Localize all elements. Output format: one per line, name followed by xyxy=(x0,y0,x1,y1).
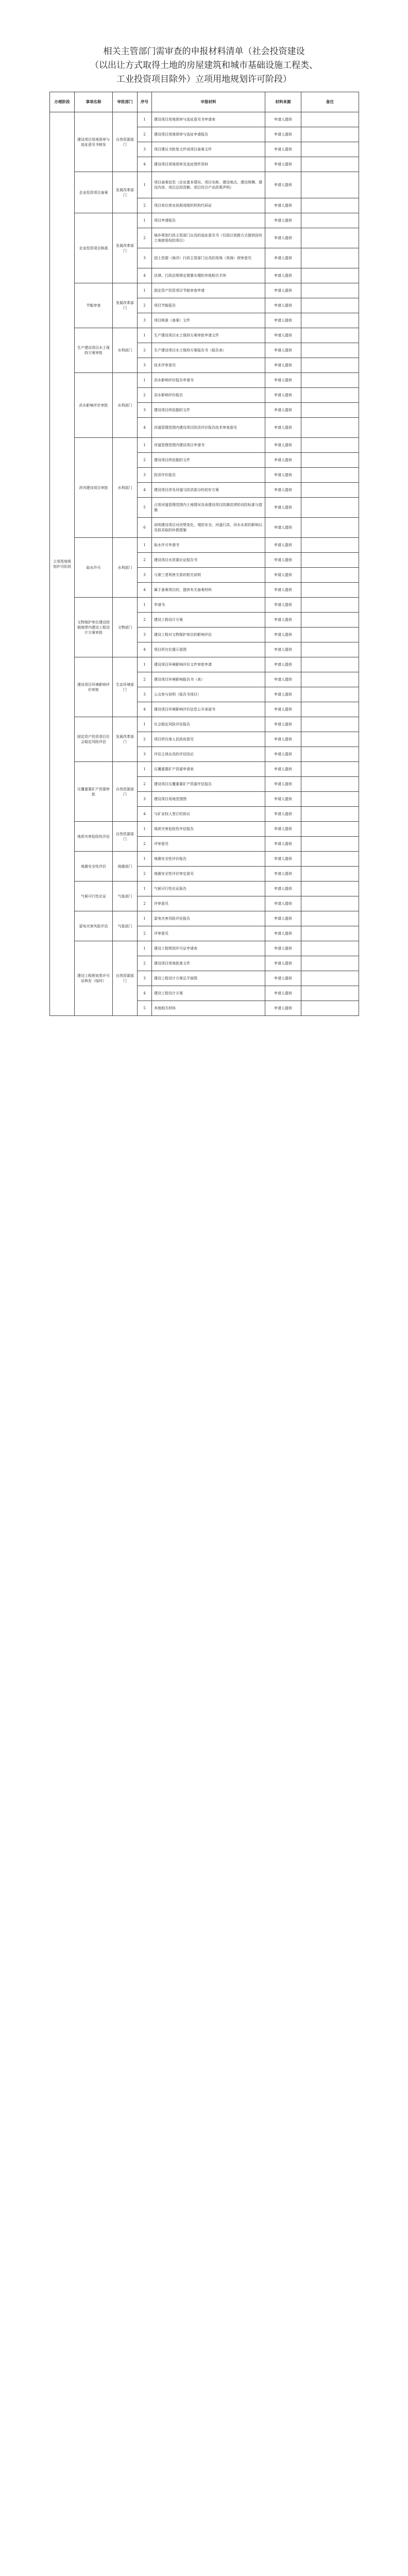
cell-no: 4 xyxy=(138,583,152,598)
cell-item: 固定资产投资项目社会稳定风险评估 xyxy=(75,717,113,762)
table-row xyxy=(50,852,359,867)
cell-no: 3 xyxy=(138,468,152,483)
cell-material: 建设项目环境影响评价文件审批申请 xyxy=(152,657,265,672)
cell-no: 2 xyxy=(138,228,152,248)
cell-no: 2 xyxy=(138,926,152,941)
cell-material: 建设工程规划许可证申请表 xyxy=(152,941,265,956)
cell-source: 申请人提供 xyxy=(265,453,301,468)
cell-source: 申请人提供 xyxy=(265,956,301,971)
table-row xyxy=(50,213,359,228)
cell-item: 气候可行性论证 xyxy=(75,882,113,911)
cell-source: 申请人提供 xyxy=(265,418,301,438)
cell-dept: 水利部门 xyxy=(113,328,138,373)
cell-no: 3 xyxy=(138,628,152,642)
cell-no: 2 xyxy=(138,956,152,971)
cell-source: 申请人提供 xyxy=(265,198,301,213)
cell-no: 5 xyxy=(138,498,152,518)
table-row xyxy=(50,717,359,732)
cell-item: 压覆重要矿产资源审批 xyxy=(75,762,113,822)
cell-note xyxy=(301,867,359,882)
header-material: 申报材料 xyxy=(152,92,265,112)
cell-source: 申请人提供 xyxy=(265,747,301,762)
cell-dept: 自然资源部门 xyxy=(113,822,138,852)
cell-dept: 发展改革部门 xyxy=(113,213,138,283)
cell-dept: 自然资源部门 xyxy=(113,941,138,1016)
cell-material: 项目所在地人民政府意见 xyxy=(152,732,265,747)
cell-material: 取水许可申请书 xyxy=(152,538,265,553)
cell-note xyxy=(301,518,359,538)
cell-note xyxy=(301,248,359,268)
cell-source: 申请人提供 xyxy=(265,358,301,373)
title-line-1: 相关主管部门需审查的申报材料清单（社会投资建设 xyxy=(103,46,305,57)
header-source: 材料来源 xyxy=(265,92,301,112)
cell-source: 申请人提供 xyxy=(265,642,301,657)
cell-source: 申请人提供 xyxy=(265,568,301,583)
cell-source: 申请人提供 xyxy=(265,896,301,911)
cell-material: 评审意见 xyxy=(152,837,265,852)
cell-source: 申请人提供 xyxy=(265,687,301,702)
cell-source: 申请人提供 xyxy=(265,388,301,403)
cell-no: 1 xyxy=(138,283,152,298)
cell-item: 地质灾害危险性评估 xyxy=(75,822,113,852)
cell-material: 项目建议书批复文件或项目备案文件 xyxy=(152,142,265,157)
cell-note xyxy=(301,468,359,483)
cell-note xyxy=(301,628,359,642)
cell-material: 建设项目所依据的文件 xyxy=(152,403,265,418)
cell-dept: 气象部门 xyxy=(113,882,138,911)
cell-source: 申请人提供 xyxy=(265,283,301,298)
cell-material: 建设项目用地预审与选址意见书申请表 xyxy=(152,112,265,127)
cell-no: 3 xyxy=(138,568,152,583)
cell-note xyxy=(301,717,359,732)
cell-source: 申请人提供 xyxy=(265,867,301,882)
table-header-row xyxy=(50,92,359,112)
cell-source: 申请人提供 xyxy=(265,468,301,483)
cell-material: 项目备案信息（企业基本情况、项目名称、建设地点、建设规模、建设内容、项目总投资额、项目符合产业政策声明） xyxy=(152,172,265,198)
cell-no: 3 xyxy=(138,747,152,762)
cell-source: 申请人提供 xyxy=(265,328,301,343)
cell-source: 申请人提供 xyxy=(265,702,301,717)
cell-material: 建设工程设计方案 xyxy=(152,613,265,628)
cell-dept: 发展改革部门 xyxy=(113,172,138,213)
cell-dept: 生态环境部门 xyxy=(113,657,138,717)
cell-item: 取水许可 xyxy=(75,538,113,598)
cell-item: 雷电灾害风险评估 xyxy=(75,911,113,941)
cell-material: 项目节能报告 xyxy=(152,298,265,313)
cell-note xyxy=(301,388,359,403)
cell-note xyxy=(301,971,359,986)
cell-no: 2 xyxy=(138,732,152,747)
cell-no: 1 xyxy=(138,911,152,926)
cell-note xyxy=(301,453,359,468)
cell-material: 国土资源（海洋）行政主管部门出具的用地（用海）预审意见 xyxy=(152,248,265,268)
cell-item: 洪水影响评价审批 xyxy=(75,373,113,438)
cell-item: 建设工程规划类许可证核发（临时） xyxy=(75,941,113,1016)
cell-dept: 发展改革部门 xyxy=(113,283,138,328)
cell-material: 地震安全性评价报告 xyxy=(152,852,265,867)
cell-note xyxy=(301,762,359,777)
table-row xyxy=(50,438,359,453)
cell-source: 申请人提供 xyxy=(265,343,301,358)
cell-material: 压覆重要矿产资源申请表 xyxy=(152,762,265,777)
cell-note xyxy=(301,283,359,298)
cell-dept: 气象部门 xyxy=(113,911,138,941)
cell-item: 文物保护单位建设控制地带内建设工程设计方案审批 xyxy=(75,598,113,657)
cell-stage: 立项用地规划许可阶段 xyxy=(50,112,75,1016)
cell-material: 建设项目涉及河道与防洪部分的初步方案 xyxy=(152,483,265,498)
cell-no: 4 xyxy=(138,642,152,657)
header-stage: 办理阶段 xyxy=(50,92,75,112)
cell-source: 申请人提供 xyxy=(265,213,301,228)
cell-no: 2 xyxy=(138,672,152,687)
cell-source: 申请人提供 xyxy=(265,777,301,792)
cell-dept: 自然资源部门 xyxy=(113,112,138,172)
cell-material: 项目核准（备案）文件 xyxy=(152,313,265,328)
cell-note xyxy=(301,553,359,568)
cell-material: 建设项目所依据的文件 xyxy=(152,453,265,468)
cell-material: 建设项目用地预审及选址图件资料 xyxy=(152,157,265,172)
cell-source: 申请人提供 xyxy=(265,613,301,628)
cell-no: 1 xyxy=(138,328,152,343)
cell-source: 申请人提供 xyxy=(265,127,301,142)
cell-item: 企业投资项目备案 xyxy=(75,172,113,213)
cell-material: 申请书 xyxy=(152,598,265,613)
cell-material: 河道管理范围内建设项目防洪评价报告技术审查意见 xyxy=(152,418,265,438)
table-row xyxy=(50,911,359,926)
cell-note xyxy=(301,142,359,157)
cell-source: 申请人提供 xyxy=(265,628,301,642)
cell-material: 评审意见 xyxy=(152,896,265,911)
cell-no: 4 xyxy=(138,807,152,822)
cell-material: 建设项目用地批准文件 xyxy=(152,956,265,971)
cell-dept: 发展改革部门 xyxy=(113,717,138,762)
table-row xyxy=(50,172,359,198)
cell-no: 2 xyxy=(138,837,152,852)
cell-note xyxy=(301,672,359,687)
table-row xyxy=(50,283,359,298)
title-line-2: （以出让方式取得土地的房屋建筑和城市基础设施工程类、 xyxy=(90,60,318,71)
cell-no: 1 xyxy=(138,373,152,388)
cell-note xyxy=(301,837,359,852)
cell-note xyxy=(301,657,359,672)
cell-note xyxy=(301,157,359,172)
cell-source: 申请人提供 xyxy=(265,518,301,538)
cell-source: 申请人提供 xyxy=(265,598,301,613)
cell-no: 5 xyxy=(138,1001,152,1016)
cell-material: 城乡规划行政主管部门出具的选址意见书（仅指以划拨方式提供国有土地使用权的项目） xyxy=(152,228,265,248)
cell-source: 申请人提供 xyxy=(265,1001,301,1016)
cell-item: 企业投资项目核准 xyxy=(75,213,113,283)
cell-no: 4 xyxy=(138,418,152,438)
cell-note xyxy=(301,882,359,896)
cell-note xyxy=(301,613,359,628)
cell-source: 申请人提供 xyxy=(265,248,301,268)
cell-no: 2 xyxy=(138,896,152,911)
cell-note xyxy=(301,777,359,792)
cell-source: 申请人提供 xyxy=(265,941,301,956)
cell-dept: 水利部门 xyxy=(113,373,138,438)
cell-material: 固定资产投资项目节能审查申请 xyxy=(152,283,265,298)
cell-material: 地质灾害危险性评估报告 xyxy=(152,822,265,837)
cell-source: 申请人提供 xyxy=(265,971,301,986)
cell-material: 项目单位营业执照或组织机构代码证 xyxy=(152,198,265,213)
cell-material: 生产建设项目水土保持方案审批申请文件 xyxy=(152,328,265,343)
cell-material: 说明建设项目对河势变化、堤防安全、河道行洪、河水水质的影响以及拟采取的补救措施 xyxy=(152,518,265,538)
cell-no: 2 xyxy=(138,343,152,358)
cell-note xyxy=(301,642,359,657)
cell-source: 申请人提供 xyxy=(265,373,301,388)
cell-no: 2 xyxy=(138,613,152,628)
cell-no: 3 xyxy=(138,248,152,268)
cell-material: 与第三者利害关系的相关说明 xyxy=(152,568,265,583)
cell-no: 3 xyxy=(138,971,152,986)
cell-note xyxy=(301,343,359,358)
cell-note xyxy=(301,598,359,613)
cell-material: 建设工程设计方案 xyxy=(152,986,265,1001)
cell-material: 技术评审意见 xyxy=(152,358,265,373)
cell-no: 6 xyxy=(138,518,152,538)
cell-source: 申请人提供 xyxy=(265,538,301,553)
cell-no: 1 xyxy=(138,213,152,228)
cell-material: 公众参与说明（报告书项目） xyxy=(152,687,265,702)
cell-source: 申请人提供 xyxy=(265,717,301,732)
cell-no: 2 xyxy=(138,388,152,403)
cell-material: 防洪评价报告 xyxy=(152,468,265,483)
cell-source: 申请人提供 xyxy=(265,732,301,747)
cell-note xyxy=(301,896,359,911)
cell-note xyxy=(301,268,359,283)
cell-no: 4 xyxy=(138,702,152,717)
cell-note xyxy=(301,732,359,747)
cell-item: 建设项目用地预审与选址意见书核发 xyxy=(75,112,113,172)
cell-no: 3 xyxy=(138,142,152,157)
cell-no: 3 xyxy=(138,358,152,373)
cell-source: 申请人提供 xyxy=(265,672,301,687)
cell-source: 申请人提供 xyxy=(265,298,301,313)
cell-source: 申请人提供 xyxy=(265,268,301,283)
cell-material: 河道管理范围内建设项目申请书 xyxy=(152,438,265,453)
cell-material: 占用河道管理范围内土地情况及该建设项目防御洪涝的设防标准与措施 xyxy=(152,498,265,518)
cell-material: 其他相关材料 xyxy=(152,1001,265,1016)
cell-source: 申请人提供 xyxy=(265,438,301,453)
table-row xyxy=(50,941,359,956)
cell-note xyxy=(301,822,359,837)
header-item: 事项名称 xyxy=(75,92,113,112)
cell-source: 申请人提供 xyxy=(265,142,301,157)
cell-material: 建设项目用地范围图 xyxy=(152,792,265,807)
cell-source: 申请人提供 xyxy=(265,483,301,498)
cell-item: 涉河建设项目审批 xyxy=(75,438,113,538)
cell-dept: 自然资源部门 xyxy=(113,762,138,822)
cell-note xyxy=(301,483,359,498)
cell-note xyxy=(301,568,359,583)
cell-note xyxy=(301,687,359,702)
cell-no: 1 xyxy=(138,852,152,867)
cell-source: 申请人提供 xyxy=(265,837,301,852)
cell-no: 1 xyxy=(138,538,152,553)
cell-source: 申请人提供 xyxy=(265,498,301,518)
cell-no: 1 xyxy=(138,598,152,613)
cell-material: 洪水影响评价报告 xyxy=(152,388,265,403)
cell-item: 节能审查 xyxy=(75,283,113,328)
cell-material: 地震安全性评价审定意见 xyxy=(152,867,265,882)
cell-item: 建设项目环境影响评价审批 xyxy=(75,657,113,717)
cell-dept: 文物部门 xyxy=(113,598,138,657)
table-row xyxy=(50,112,359,127)
cell-no: 4 xyxy=(138,986,152,1001)
table-row xyxy=(50,822,359,837)
cell-material: 属于备案项目的，提供有关备案材料 xyxy=(152,583,265,598)
cell-source: 申请人提供 xyxy=(265,762,301,777)
cell-material: 建设项目环境影响评价信息公开承诺书 xyxy=(152,702,265,717)
cell-no: 1 xyxy=(138,657,152,672)
cell-note xyxy=(301,127,359,142)
cell-note xyxy=(301,1001,359,1016)
cell-no: 3 xyxy=(138,687,152,702)
header-note: 备注 xyxy=(301,92,359,112)
cell-item: 生产建设项目水土保持方案审批 xyxy=(75,328,113,373)
cell-no: 2 xyxy=(138,198,152,213)
cell-no: 3 xyxy=(138,792,152,807)
cell-note xyxy=(301,373,359,388)
cell-no: 2 xyxy=(138,127,152,142)
cell-note xyxy=(301,747,359,762)
table-row xyxy=(50,762,359,777)
cell-note xyxy=(301,213,359,228)
cell-note xyxy=(301,418,359,438)
cell-source: 申请人提供 xyxy=(265,926,301,941)
cell-note xyxy=(301,986,359,1001)
table-body xyxy=(50,112,359,1016)
cell-source: 申请人提供 xyxy=(265,228,301,248)
cell-no: 3 xyxy=(138,313,152,328)
cell-note xyxy=(301,112,359,127)
cell-source: 申请人提供 xyxy=(265,172,301,198)
cell-no: 1 xyxy=(138,762,152,777)
cell-material: 评估主体出具的评估结论 xyxy=(152,747,265,762)
cell-material: 建设工程设计方案总平面图 xyxy=(152,971,265,986)
cell-source: 申请人提供 xyxy=(265,403,301,418)
cell-note xyxy=(301,583,359,598)
cell-note xyxy=(301,313,359,328)
cell-no: 2 xyxy=(138,777,152,792)
cell-material: 建设项目水资源论证报告书 xyxy=(152,553,265,568)
cell-note xyxy=(301,172,359,198)
cell-note xyxy=(301,438,359,453)
cell-note xyxy=(301,956,359,971)
cell-item: 地震安全性评价 xyxy=(75,852,113,882)
materials-table xyxy=(49,92,359,1016)
cell-note xyxy=(301,807,359,822)
header-no: 序号 xyxy=(138,92,152,112)
table-row xyxy=(50,657,359,672)
cell-material: 项目所在位置示意图 xyxy=(152,642,265,657)
cell-material: 洪水影响评价报告申请书 xyxy=(152,373,265,388)
cell-source: 申请人提供 xyxy=(265,792,301,807)
cell-no: 4 xyxy=(138,157,152,172)
cell-note xyxy=(301,911,359,926)
cell-no: 1 xyxy=(138,438,152,453)
cell-note xyxy=(301,792,359,807)
cell-note xyxy=(301,228,359,248)
cell-no: 1 xyxy=(138,941,152,956)
cell-material: 生产建设项目水土保持方案报告书（报告表） xyxy=(152,343,265,358)
cell-source: 申请人提供 xyxy=(265,157,301,172)
cell-note xyxy=(301,852,359,867)
cell-note xyxy=(301,538,359,553)
cell-material: 雷电灾害风险评估报告 xyxy=(152,911,265,926)
cell-source: 申请人提供 xyxy=(265,657,301,672)
cell-no: 1 xyxy=(138,717,152,732)
cell-no: 4 xyxy=(138,483,152,498)
cell-no: 2 xyxy=(138,453,152,468)
cell-source: 申请人提供 xyxy=(265,807,301,822)
cell-note xyxy=(301,403,359,418)
cell-source: 申请人提供 xyxy=(265,822,301,837)
table-row xyxy=(50,882,359,896)
cell-material: 建设项目用地预审与选址申请报告 xyxy=(152,127,265,142)
cell-source: 申请人提供 xyxy=(265,882,301,896)
cell-no: 2 xyxy=(138,867,152,882)
cell-material: 社会稳定风险评估报告 xyxy=(152,717,265,732)
table-row xyxy=(50,328,359,343)
cell-source: 申请人提供 xyxy=(265,553,301,568)
cell-note xyxy=(301,198,359,213)
cell-source: 申请人提供 xyxy=(265,986,301,1001)
cell-material: 与矿业权人签订的协议 xyxy=(152,807,265,822)
cell-material: 建设项目压覆重要矿产资源评估报告 xyxy=(152,777,265,792)
header-dept: 审批部门 xyxy=(113,92,138,112)
cell-note xyxy=(301,328,359,343)
cell-dept: 地震部门 xyxy=(113,852,138,882)
cell-note xyxy=(301,702,359,717)
cell-dept: 水利部门 xyxy=(113,438,138,538)
table-row xyxy=(50,373,359,388)
cell-note xyxy=(301,941,359,956)
cell-no: 2 xyxy=(138,298,152,313)
cell-no: 2 xyxy=(138,553,152,568)
cell-material: 评审意见 xyxy=(152,926,265,941)
cell-source: 申请人提供 xyxy=(265,911,301,926)
cell-no: 1 xyxy=(138,822,152,837)
cell-note xyxy=(301,498,359,518)
cell-no: 1 xyxy=(138,882,152,896)
cell-no: 4 xyxy=(138,268,152,283)
cell-source: 申请人提供 xyxy=(265,852,301,867)
cell-material: 气候可行性论证报告 xyxy=(152,882,265,896)
cell-material: 建设项目环境影响报告书（表） xyxy=(152,672,265,687)
cell-source: 申请人提供 xyxy=(265,313,301,328)
cell-source: 申请人提供 xyxy=(265,112,301,127)
table-row xyxy=(50,598,359,613)
cell-source: 申请人提供 xyxy=(265,583,301,598)
cell-note xyxy=(301,298,359,313)
cell-note xyxy=(301,358,359,373)
cell-no: 1 xyxy=(138,112,152,127)
cell-dept: 水利部门 xyxy=(113,538,138,598)
cell-no: 1 xyxy=(138,172,152,198)
cell-material: 建设工程对文物保护单位的影响评估 xyxy=(152,628,265,642)
table-row xyxy=(50,538,359,553)
cell-no: 3 xyxy=(138,403,152,418)
cell-material: 法律、行政法规规定需要办理的其他相关手续 xyxy=(152,268,265,283)
cell-note xyxy=(301,926,359,941)
cell-material: 项目申请报告 xyxy=(152,213,265,228)
title-line-3: 工业投资项目除外）立项用地规划许可阶段） xyxy=(116,74,292,84)
